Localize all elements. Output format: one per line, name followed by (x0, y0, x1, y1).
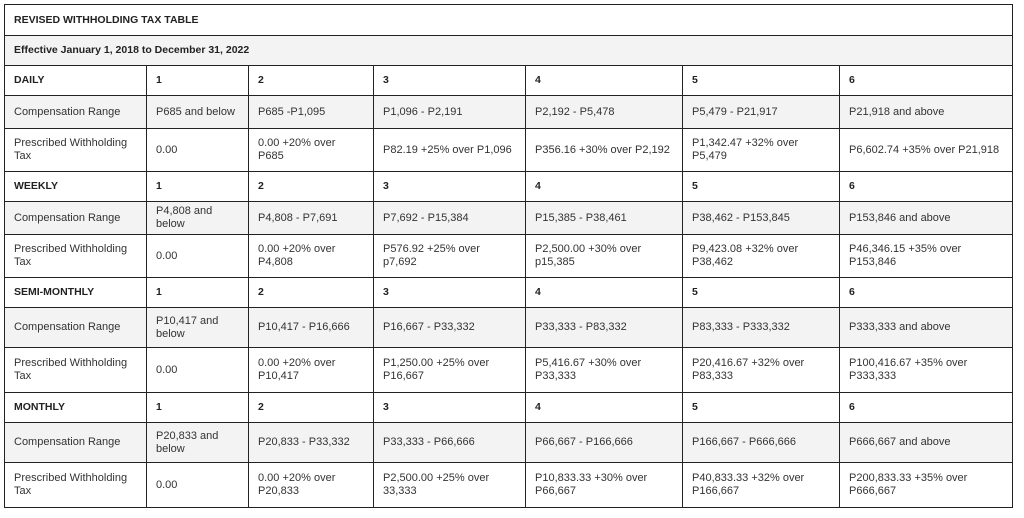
table-cell: P4,808 and below (147, 202, 249, 235)
table-cell: P2,192 - P5,478 (526, 96, 683, 129)
table-cell: P9,423.08 +32% over P38,462 (683, 235, 840, 278)
bracket-number: 1 (147, 172, 249, 202)
table-cell: P153,846 and above (840, 202, 1013, 235)
table-cell: P685 and below (147, 96, 249, 129)
bracket-number: 2 (249, 393, 374, 423)
table-cell: 0.00 (147, 235, 249, 278)
table-cell: 0.00 +20% over P20,833 (249, 463, 374, 508)
row-label: Compensation Range (5, 308, 147, 348)
table-cell: P200,833.33 +35% over P666,667 (840, 463, 1013, 508)
bracket-number: 6 (840, 172, 1013, 202)
bracket-number: 4 (526, 172, 683, 202)
table-cell: P5,416.67 +30% over P33,333 (526, 348, 683, 393)
table-cell: 0.00 +20% over P10,417 (249, 348, 374, 393)
period-label: SEMI-MONTHLY (5, 278, 147, 308)
bracket-number: 5 (683, 66, 840, 96)
bracket-number: 3 (374, 172, 526, 202)
bracket-number: 4 (526, 393, 683, 423)
row-label: Prescribed Withholding Tax (5, 463, 147, 508)
withholding-tax-row (5, 129, 1013, 172)
table-cell: P166,667 - P666,666 (683, 423, 840, 463)
bracket-number: 2 (249, 278, 374, 308)
row-label: Compensation Range (5, 96, 147, 129)
compensation-range-row (5, 96, 1013, 129)
table-cell: P5,479 - P21,917 (683, 96, 840, 129)
table-cell: P10,417 - P16,666 (249, 308, 374, 348)
withholding-tax-row (5, 235, 1013, 278)
table-cell: P4,808 - P7,691 (249, 202, 374, 235)
withholding-tax-table (4, 4, 1013, 508)
table-cell: P7,692 - P15,384 (374, 202, 526, 235)
table-cell: P16,667 - P33,332 (374, 308, 526, 348)
table-cell: P576.92 +25% over p7,692 (374, 235, 526, 278)
section-header-row (5, 278, 1013, 308)
table-title-row (5, 5, 1013, 36)
table-cell: P83,333 - P333,332 (683, 308, 840, 348)
table-cell: 0.00 (147, 463, 249, 508)
bracket-number: 5 (683, 172, 840, 202)
bracket-number: 4 (526, 278, 683, 308)
table-cell: P21,918 and above (840, 96, 1013, 129)
compensation-range-row (5, 423, 1013, 463)
bracket-number: 1 (147, 393, 249, 423)
table-cell: P40,833.33 +32% over P166,667 (683, 463, 840, 508)
bracket-number: 3 (374, 393, 526, 423)
table-cell: P1,250.00 +25% over P16,667 (374, 348, 526, 393)
table-cell: P6,602.74 +35% over P21,918 (840, 129, 1013, 172)
row-label: Prescribed Withholding Tax (5, 129, 147, 172)
table-cell: 0.00 (147, 348, 249, 393)
table-cell: P33,333 - P83,332 (526, 308, 683, 348)
table-cell: P2,500.00 +30% over p15,385 (526, 235, 683, 278)
table-cell: P2,500.00 +25% over 33,333 (374, 463, 526, 508)
table-cell: P82.19 +25% over P1,096 (374, 129, 526, 172)
bracket-number: 6 (840, 393, 1013, 423)
table-cell: P333,333 and above (840, 308, 1013, 348)
table-cell: P1,096 - P2,191 (374, 96, 526, 129)
table-cell: 0.00 +20% over P4,808 (249, 235, 374, 278)
table-cell: P10,833.33 +30% over P66,667 (526, 463, 683, 508)
period-label: DAILY (5, 66, 147, 96)
section-header-row (5, 172, 1013, 202)
table-cell: 0.00 (147, 129, 249, 172)
table-cell: P66,667 - P166,666 (526, 423, 683, 463)
table-cell: P1,342.47 +32% over P5,479 (683, 129, 840, 172)
table-cell: P685 -P1,095 (249, 96, 374, 129)
table-cell: P20,833 and below (147, 423, 249, 463)
bracket-number: 4 (526, 66, 683, 96)
bracket-number: 5 (683, 278, 840, 308)
table-cell: P33,333 - P66,666 (374, 423, 526, 463)
compensation-range-row (5, 308, 1013, 348)
bracket-number: 1 (147, 66, 249, 96)
period-label: WEEKLY (5, 172, 147, 202)
row-label: Prescribed Withholding Tax (5, 235, 147, 278)
withholding-tax-row (5, 463, 1013, 508)
section-header-row (5, 393, 1013, 423)
row-label: Compensation Range (5, 202, 147, 235)
compensation-range-row (5, 202, 1013, 235)
bracket-number: 6 (840, 278, 1013, 308)
table-cell: 0.00 +20% over P685 (249, 129, 374, 172)
effective-date: Effective January 1, 2018 to December 31, 2022 (5, 36, 1013, 66)
table-cell: P15,385 - P38,461 (526, 202, 683, 235)
section-header-row (5, 66, 1013, 96)
tax-table-container (4, 4, 1012, 508)
table-cell: P10,417 and below (147, 308, 249, 348)
withholding-tax-row (5, 348, 1013, 393)
table-cell: P356.16 +30% over P2,192 (526, 129, 683, 172)
bracket-number: 3 (374, 278, 526, 308)
table-cell: P38,462 - P153,845 (683, 202, 840, 235)
table-title: REVISED WITHHOLDING TAX TABLE (5, 5, 1013, 36)
bracket-number: 1 (147, 278, 249, 308)
table-cell: P100,416.67 +35% over P333,333 (840, 348, 1013, 393)
bracket-number: 6 (840, 66, 1013, 96)
period-label: MONTHLY (5, 393, 147, 423)
effective-date-row (5, 36, 1013, 66)
row-label: Prescribed Withholding Tax (5, 348, 147, 393)
bracket-number: 2 (249, 66, 374, 96)
row-label: Compensation Range (5, 423, 147, 463)
table-cell: P20,416.67 +32% over P83,333 (683, 348, 840, 393)
bracket-number: 3 (374, 66, 526, 96)
table-cell: P666,667 and above (840, 423, 1013, 463)
bracket-number: 5 (683, 393, 840, 423)
table-cell: P46,346.15 +35% over P153,846 (840, 235, 1013, 278)
bracket-number: 2 (249, 172, 374, 202)
table-cell: P20,833 - P33,332 (249, 423, 374, 463)
